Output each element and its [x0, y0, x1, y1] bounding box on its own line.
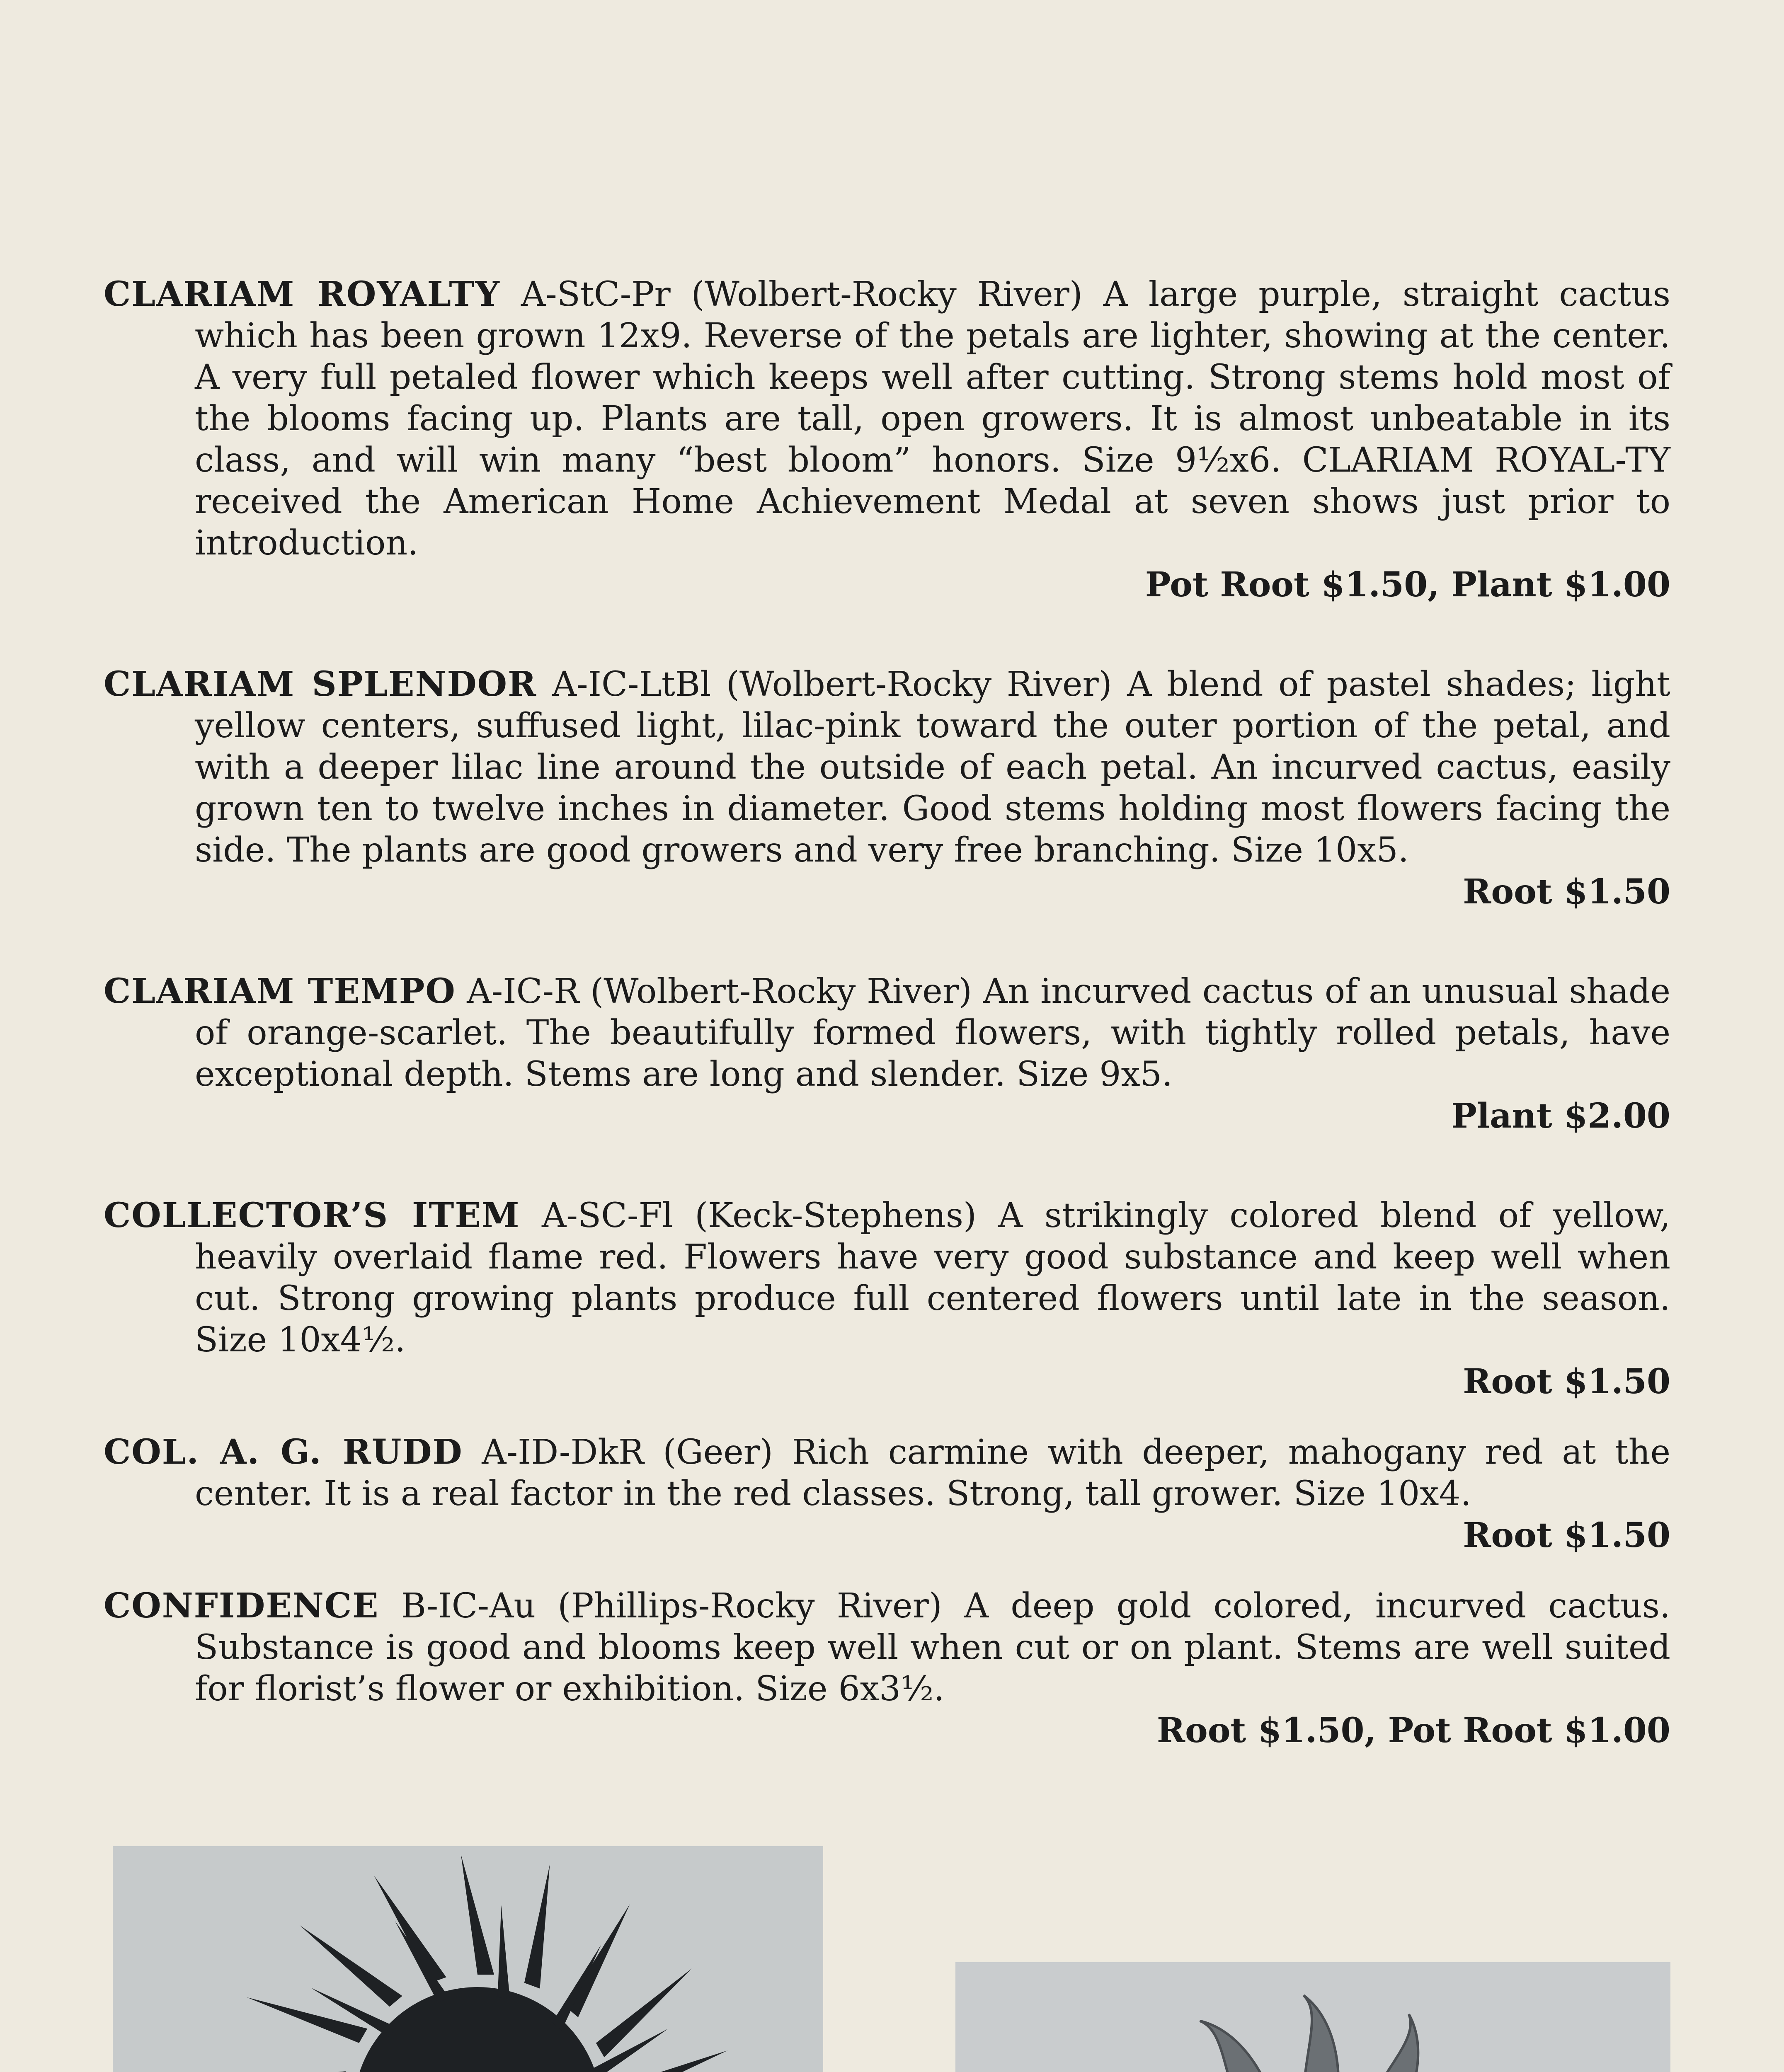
entry-description: B-IC-Au (Phillips-Rocky River) A deep gold colored, incurved cactus. Substance is good and blooms keep well when cut or on plant. Stems are well suited for florist’s flower or exhibition. Size 6x3½. [195, 1586, 1670, 1709]
photo-clariam-royalty [113, 1846, 823, 2072]
entry-name: CONFIDENCE [104, 1586, 379, 1626]
entry-price: Pot Root $1.50, Plant $1.00 [1145, 565, 1670, 605]
dahlia-light-illustration [955, 1962, 1670, 2072]
dahlia-dark-illustration [113, 1846, 823, 2072]
entry-name: COLLECTOR’S ITEM [104, 1196, 520, 1235]
entry-clariam-royalty [104, 274, 1670, 605]
entry-description: A-StC-Pr (Wolbert-Rocky River) A large purple, straight cactus which has been grown 12x9. Reverse of the petals are lighter, showing at the center. A very full petaled flower which keeps well after cutting. Strong stems hold most of the blooms facing up. Plants are tall, open growers. It is almost unbeatable in its class, and will win many “best bloom” honors. Size 9½x6. CLARIAM ROYAL-TY received the American Home Achievement Medal at seven shows just prior to introduction. [195, 275, 1670, 563]
entry-description: A-IC-LtBl (Wolbert-Rocky River) A blend of pastel shades; light yellow centers, suffused light, lilac-pink toward the outer portion of the petal, and with a deeper lilac line around the outside of each petal. An incurved cactus, easily grown ten to twelve inches in diameter. Good stems holding most flowers facing the side. The plants are good growers and very free branching. Size 10x5. [195, 665, 1670, 870]
entries-list [104, 274, 1670, 1751]
entry-col-a-g-rudd [104, 1431, 1670, 1556]
entry-confidence [104, 1585, 1670, 1751]
entry-clariam-tempo [104, 971, 1670, 1137]
photo-clariam-parrish [955, 1962, 1670, 2072]
entry-name: CLARIAM TEMPO [104, 971, 456, 1011]
entry-price: Root $1.50 [1463, 1515, 1670, 1555]
entry-price: Plant $2.00 [1451, 1096, 1670, 1136]
entry-description: A-ID-DkR (Geer) Rich carmine with deeper, mahogany red at the center. It is a real factor in the red classes. Strong, tall grower. Size 10x4. [195, 1433, 1670, 1513]
entry-name: COL. A. G. RUDD [104, 1432, 463, 1472]
entry-name: CLARIAM SPLENDOR [104, 664, 537, 704]
entry-collectors-item [104, 1195, 1670, 1402]
entry-clariam-splendor [104, 663, 1670, 913]
entry-price: Root $1.50, Pot Root $1.00 [1156, 1711, 1670, 1750]
entry-price: Root $1.50 [1463, 1362, 1670, 1402]
entry-description: A-SC-Fl (Keck-Stephens) A strikingly colored blend of yellow, heavily overlaid flame red. Flowers have very good substance and keep well when cut. Strong growing plants produce full centered flowers until late in the season. Size 10x4½. [195, 1196, 1670, 1360]
entry-name: CLARIAM ROYALTY [104, 274, 500, 314]
entry-description: A-IC-R (Wolbert-Rocky River) An incurved cactus of an unusual shade of orange-scarlet. The beautifully formed flowers, with tightly rolled petals, have exceptional depth. Stems are long and slender. Size 9x5. [195, 972, 1670, 1094]
entry-price: Root $1.50 [1463, 872, 1670, 912]
